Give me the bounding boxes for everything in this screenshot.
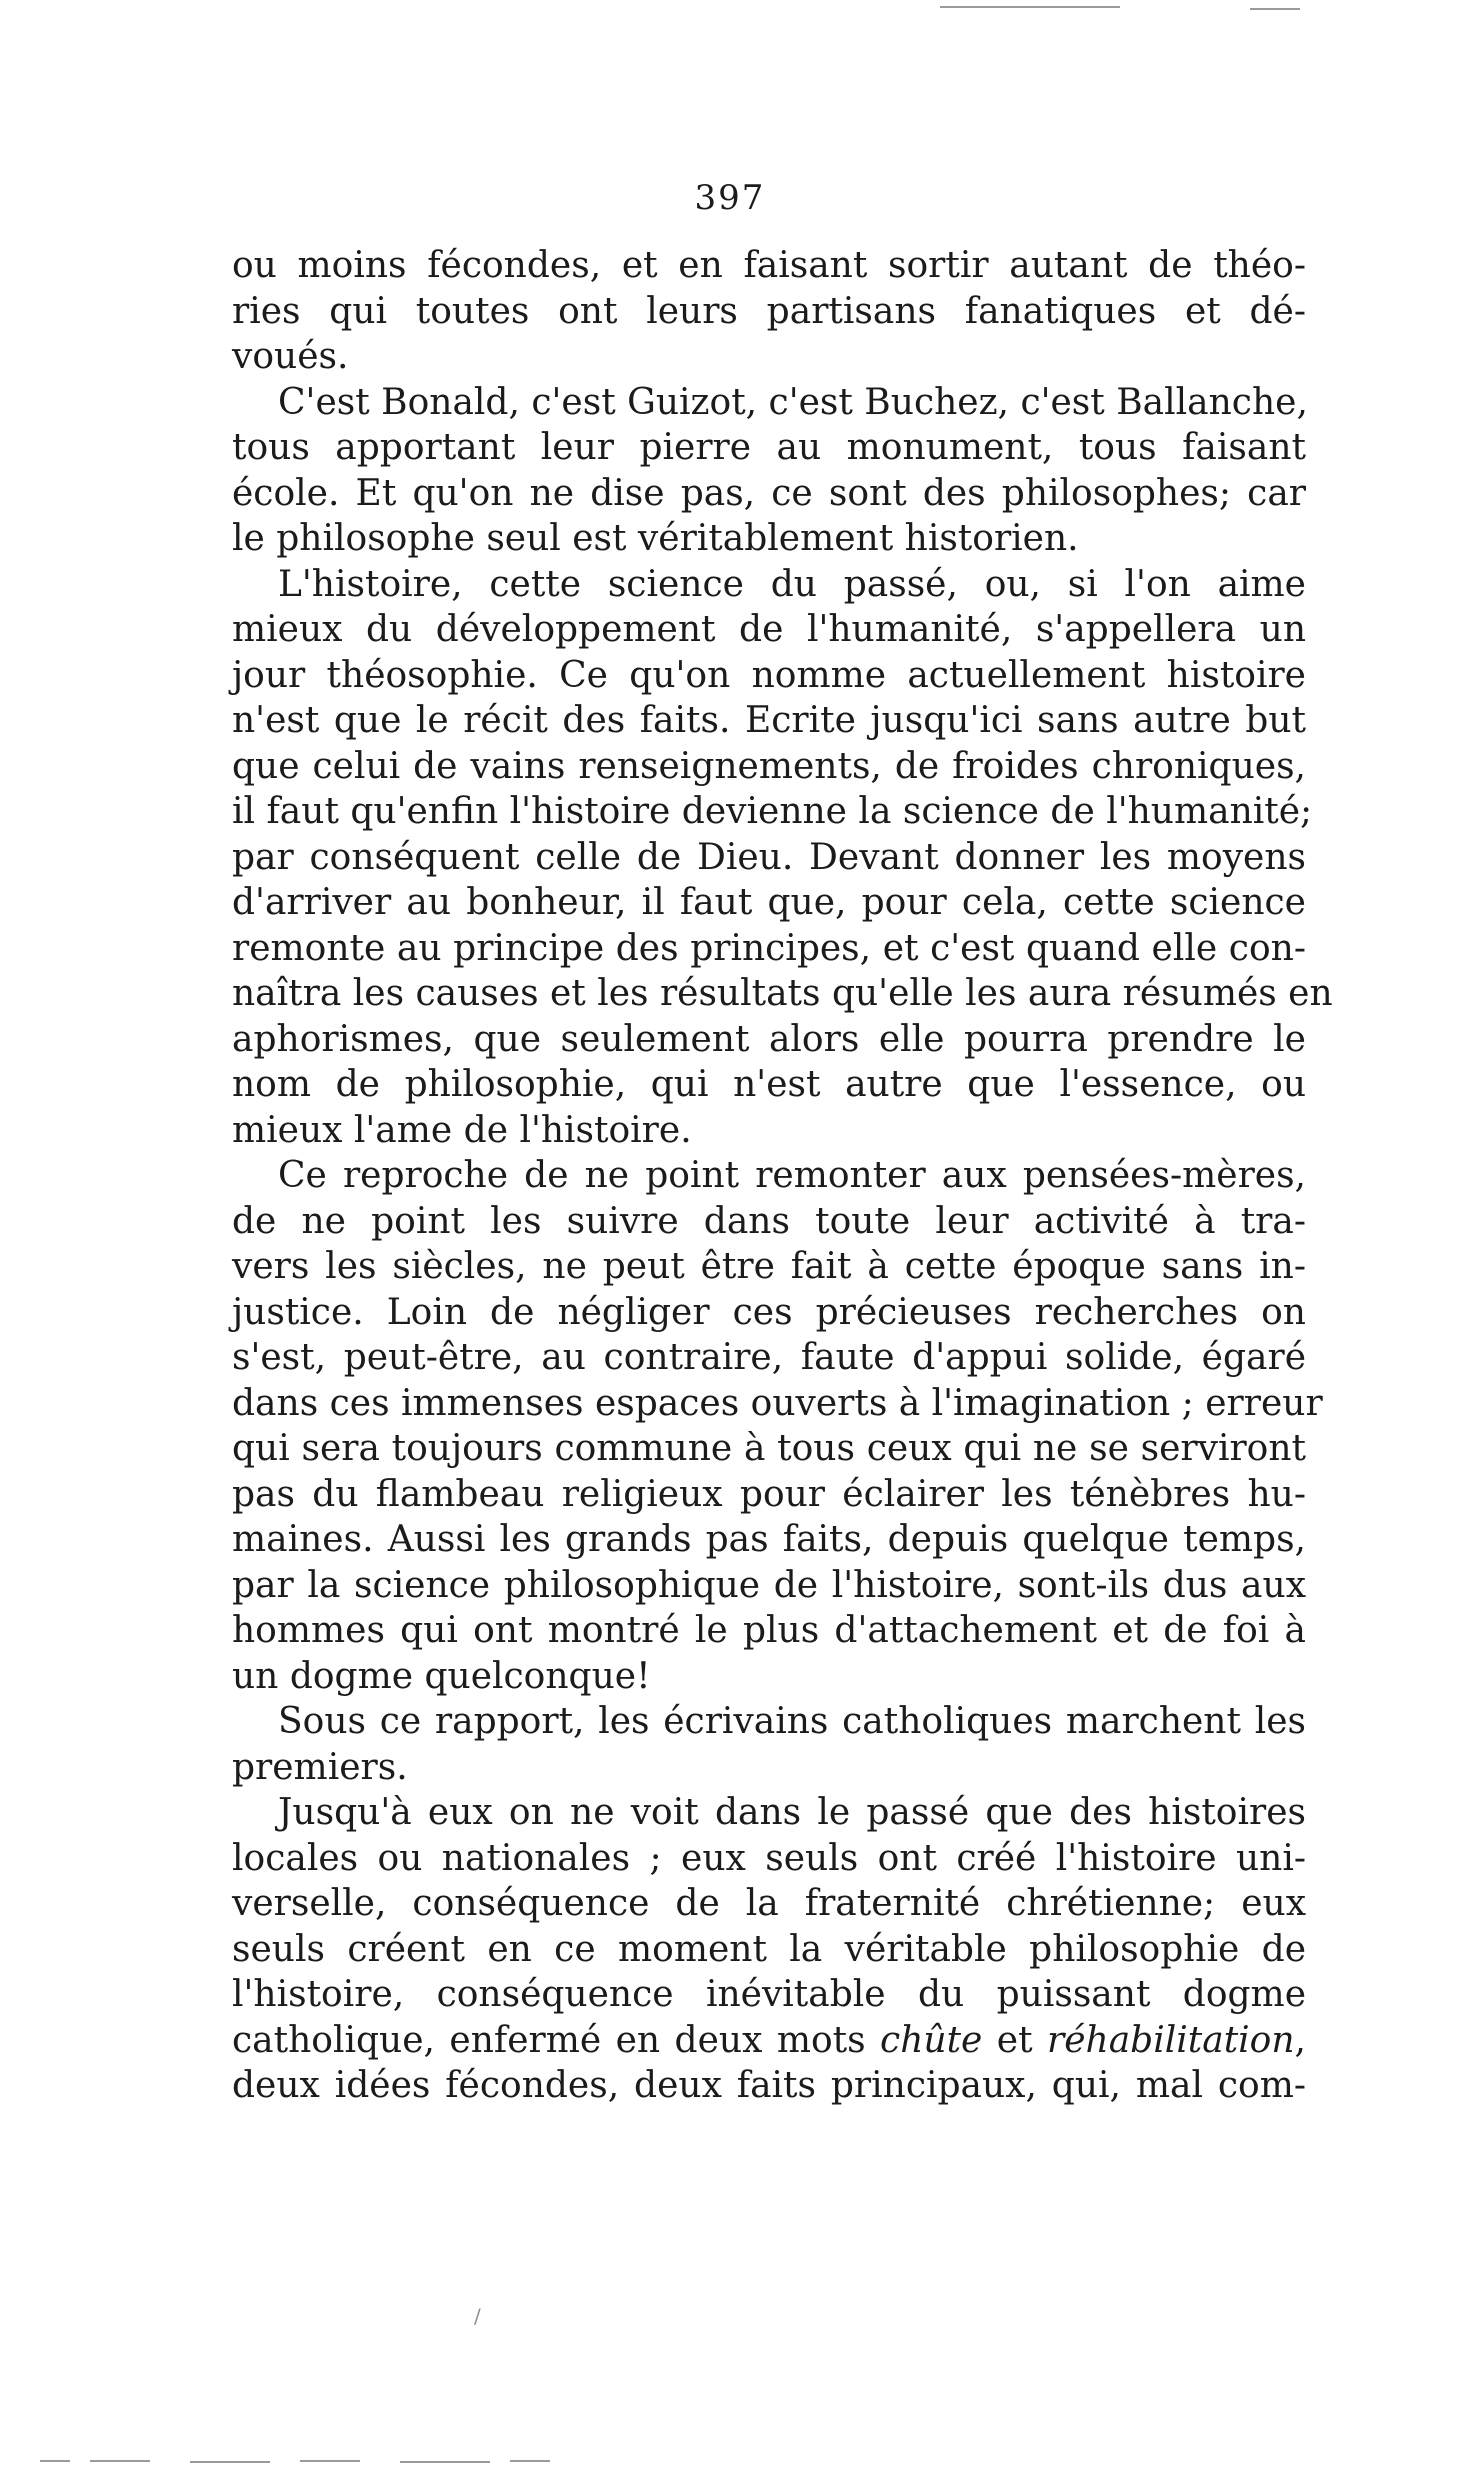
text-line: s'est, peut-être, au contraire, faute d'appui solide, égaré: [232, 1337, 1306, 1378]
bottom-scan-rule: [300, 2460, 360, 2462]
text-line: n'est que le récit des faits. Ecrite jusqu'ici sans autre but: [232, 700, 1306, 741]
text-line: l'histoire, conséquence inévitable du puissant dogme: [232, 1974, 1306, 2015]
text-line: nom de philosophie, qui n'est autre que l'essence, ou: [232, 1064, 1306, 1105]
text-line: vers les siècles, ne peut être fait à cette époque sans in-: [232, 1246, 1306, 1287]
text-line: justice. Loin de négliger ces précieuses recherches on: [232, 1291, 1306, 1333]
text-line: C'est Bonald, c'est Guizot, c'est Buchez, c'est Ballanche,: [278, 381, 1308, 423]
bottom-scan-rule: [190, 2461, 270, 2463]
text-fragment: catholique, enfermé en deux mots: [232, 2019, 881, 2061]
text-line: seuls créent en ce moment la véritable philosophie de: [232, 1928, 1306, 1970]
page-number: 397: [694, 178, 766, 218]
text-line: de ne point les suivre dans toute leur activité à tra-: [232, 1200, 1306, 1242]
text-line: voués.: [232, 336, 349, 377]
text-line: naîtra les causes et les résultats qu'elle les aura résumés en: [232, 973, 1333, 1014]
text-line: verselle, conséquence de la fraternité chrétienne; eux: [232, 1883, 1306, 1924]
text-line: L'histoire, cette science du passé, ou, si l'on aime: [278, 563, 1306, 605]
text-fragment: ,: [1294, 2019, 1306, 2061]
text-line: premiers.: [232, 1746, 408, 1788]
text-line: que celui de vains renseignements, de froides chroniques,: [232, 745, 1306, 787]
text-line: hommes qui ont montré le plus d'attachement et de foi à: [232, 1610, 1306, 1651]
text-line: il faut qu'enfin l'histoire devienne la science de l'humanité;: [232, 791, 1313, 832]
text-line: remonte au principe des principes, et c'est quand elle con-: [232, 927, 1306, 969]
top-scan-rule-right: [1250, 8, 1300, 10]
text-line: ou moins fécondes, et en faisant sortir autant de théo-: [232, 245, 1306, 286]
bottom-scan-rule: [510, 2460, 550, 2462]
text-line: école. Et qu'on ne dise pas, ce sont des philosophes; car: [232, 472, 1306, 514]
text-line: un dogme quelconque!: [232, 1655, 651, 1697]
bottom-scan-rule: [90, 2460, 150, 2462]
text-line-with-italics: [232, 2018, 1306, 2064]
text-line: par conséquent celle de Dieu. Devant donner les moyens: [232, 836, 1306, 878]
text-line: Jusqu'à eux on ne voit dans le passé que des histoires: [278, 1792, 1306, 1833]
body-text: [232, 243, 1333, 2109]
text-line: maines. Aussi les grands pas faits, depuis quelque temps,: [232, 1519, 1306, 1560]
text-line: pas du flambeau religieux pour éclairer les ténèbres hu-: [232, 1473, 1306, 1515]
italic-term: réhabilitation: [1047, 2019, 1295, 2061]
bottom-scan-rule: [400, 2461, 490, 2463]
text-line: tous apportant leur pierre au monument, tous faisant: [232, 427, 1306, 468]
text-line: dans ces immenses espaces ouverts à l'imagination ; erreur: [232, 1382, 1323, 1424]
text-line: Ce reproche de ne point remonter aux pensées-mères,: [278, 1155, 1306, 1196]
bottom-scan-rule: [40, 2460, 70, 2462]
text-line: qui sera toujours commune à tous ceux qui ne se serviront: [232, 1428, 1306, 1469]
text-line: d'arriver au bonheur, il faut que, pour cela, cette science: [232, 882, 1306, 923]
italic-term: chûte: [880, 2019, 983, 2061]
text-line: locales ou nationales ; eux seuls ont créé l'histoire uni-: [232, 1837, 1306, 1879]
text-fragment: et: [982, 2019, 1048, 2061]
text-line: le philosophe seul est véritablement historien.: [232, 518, 1079, 559]
stray-ink-mark: /: [474, 2304, 481, 2328]
top-scan-rule: [940, 6, 1120, 8]
text-line: par la science philosophique de l'histoire, sont-ils dus aux: [232, 1564, 1306, 1606]
text-line: Sous ce rapport, les écrivains catholiques marchent les: [278, 1701, 1306, 1742]
text-line: aphorismes, que seulement alors elle pourra prendre le: [232, 1018, 1306, 1060]
text-line: mieux l'ame de l'histoire.: [232, 1109, 692, 1151]
text-line: deux idées fécondes, deux faits principaux, qui, mal com-: [232, 2065, 1306, 2106]
text-line: jour théosophie. Ce qu'on nomme actuellement histoire: [232, 654, 1306, 696]
text-line: mieux du développement de l'humanité, s'appellera un: [232, 609, 1306, 650]
text-line: ries qui toutes ont leurs partisans fanatiques et dé-: [232, 290, 1306, 332]
